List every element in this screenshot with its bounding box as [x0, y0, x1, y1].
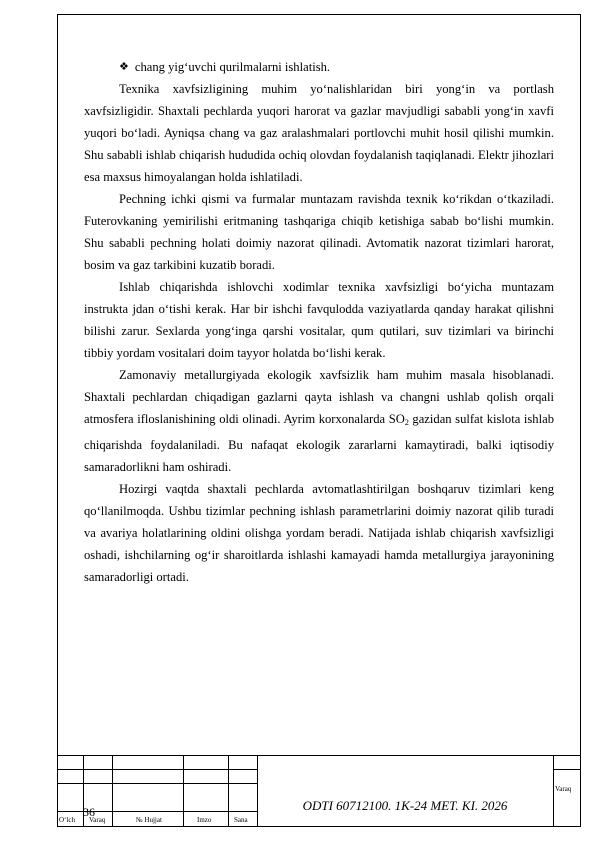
label-imzo: Imzo [197, 816, 212, 824]
paragraph-2: Pechning ichki qismi va furmalar muntazam ravishda texnik ko‘rikdan o‘tkaziladi. Futerovkaning yemirilishi eritmaning tashqariga chiqib ketishiga sabab bo‘lishi mumkin. Shu sababli pechning holati doimiy nazorat qilinadi. Avtomatik nazorat tizimlari harorat, bosim va gaz tarkibini kuzatib boradi. [84, 192, 554, 272]
title-block [57, 755, 581, 827]
label-varaq: Varaq [89, 816, 106, 824]
document-code: ODTI 60712100. 1K-24 MET. KI. 2026 [302, 798, 508, 813]
paragraph-1: Texnika xavfsizligining muhim yo‘nalishlaridan biri yong‘in va portlash xavfsizligidir. Shaxtali pechlarda yuqori harorat va gazlar mavjudligi sababli yong‘in xavfi yuqori bo‘ladi. Ayniqsa chang va gaz aralashmalari portlovchi muhit hosil qilishi mumkin. Shu sababli ishlab chiqarish hududida ochiq olovdan foydalanish taqiqlanadi. Elektr jihozlari esa maxsus himoyalangan holda ishlatiladi. [84, 82, 554, 184]
diamond-bullet-icon: ❖ [119, 60, 129, 73]
paragraph-4: Zamonaviy metallurgiyada ekologik xavfsizlik ham muhim masala hisoblanadi. Shaxtali pechlardan chiqadigan gazlarni qayta ishlash va changni ushlab qolish orqali atmosfera ifloslanishining oldi olinadi. Ayrim korxonalarda $SO_2$ gazidan sulfat kislota ishlab chiqarishda foydalaniladi. Bu nafaqat ekologik zararlarni kamaytiradi, balki iqtisodiy samaradorlikni ham oshiradi. [84, 368, 554, 474]
sheet-label: Varaq [555, 785, 572, 793]
label-hujjat: № Hujjat [136, 816, 162, 824]
sheet-number: 36 [83, 805, 95, 819]
paragraph-3: Ishlab chiqarishda ishlovchi xodimlar texnika xavfsizligi bo‘yicha muntazam instrukta jdan o‘tishi kerak. Har bir ishchi favqulodda vaziyatlarda qanday harakat qilishni bilishi zarur. Sexlarda yong‘inga qarshi vositalar, qum qutilari, suv tizimlari va birinchi tibbiy yordam vositalari doim tayyor holatda bo‘lishi kerak. [84, 280, 554, 360]
bullet-text: chang yig‘uvchi qurilmalarni ishlatish. [134, 60, 331, 74]
paragraph-5: Hozirgi vaqtda shaxtali pechlarda avtomatlashtirilgan boshqaruv tizimlari keng qo‘llanilmoqda. Ushbu tizimlar pechning ishlash parametrlarini doimiy nazorat qilib turadi va avariya holatlarining oldini olishga yordam beradi. Natijada ishlab chiqarish xavfsizligi oshadi, ishchilarning og‘ir sharoitlarda ishlashi kamayadi hamda metallurgiya jarayonining samaradorligi ortadi. [84, 482, 554, 584]
label-sana: Sana [234, 816, 248, 824]
label-olch: O‘lch [59, 816, 75, 824]
bullet-item [84, 56, 554, 78]
document-body [84, 56, 554, 588]
